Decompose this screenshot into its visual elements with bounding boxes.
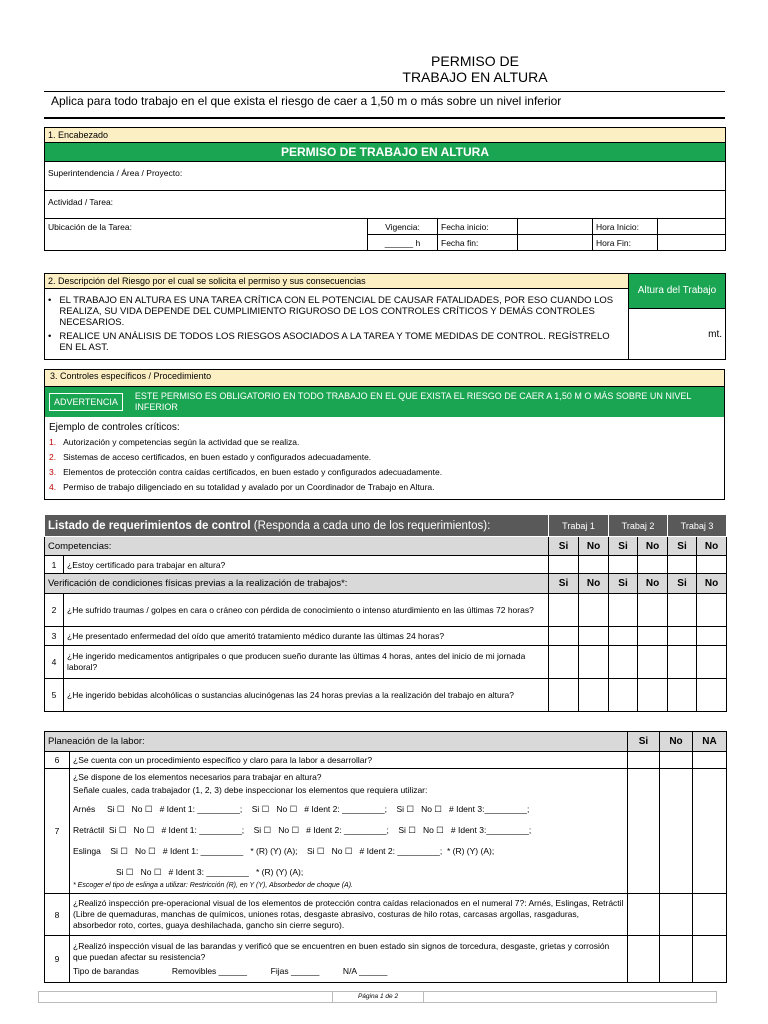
superintendencia-field[interactable] xyxy=(45,162,726,191)
q3-text: ¿He presentado enfermedad del oído que ameritó tratamiento médico durante las últimas 24 horas? xyxy=(64,627,549,646)
examples-title: Ejemplo de controles críticos: xyxy=(49,422,180,433)
q9-content xyxy=(70,936,628,983)
answer-cell[interactable] xyxy=(697,627,727,646)
q9-number: 9 xyxy=(45,936,70,983)
answer-cell[interactable] xyxy=(660,894,693,936)
no-header: No xyxy=(660,732,693,752)
q6-text: ¿Se cuenta con un procedimiento específico y claro para la labor a desarrollar? xyxy=(70,752,628,769)
no-header: No xyxy=(638,574,668,594)
section-2-header: 2. Descripción del Riesgo por el cual se solicita el permiso y sus consecuencias xyxy=(45,274,629,289)
planeacion-header: Planeación de la labor: xyxy=(45,732,628,752)
answer-cell[interactable] xyxy=(579,594,609,627)
answer-cell[interactable] xyxy=(660,769,693,894)
si-header: Si xyxy=(668,574,697,594)
actividad-label: Actividad / Tarea: xyxy=(48,197,114,207)
answer-cell[interactable] xyxy=(668,679,697,712)
q9-baranda-types[interactable]: Tipo de barandas Removibles ______ Fijas ______ N/A ______ xyxy=(73,966,388,976)
top-rule xyxy=(44,91,725,92)
answer-cell[interactable] xyxy=(697,646,727,679)
answer-cell[interactable] xyxy=(668,627,697,646)
answer-cell[interactable] xyxy=(668,594,697,627)
advertencia-text: ESTE PERMISO ES OBLIGATORIO EN TODO TRABAJO EN EL QUE EXISTA EL RIESGO DE CAER A 1,50 M O MÁS SOBRE UN NIVEL INFERIOR xyxy=(134,391,692,412)
answer-cell[interactable] xyxy=(638,556,668,574)
section-2-table xyxy=(44,273,726,360)
answer-cell[interactable] xyxy=(609,594,638,627)
answer-cell[interactable] xyxy=(628,752,660,769)
section-1-header: 1. Encabezado xyxy=(45,128,726,143)
page-number: Página 1 de 2 xyxy=(332,992,424,1002)
answer-cell[interactable] xyxy=(668,646,697,679)
fecha-fin-field[interactable] xyxy=(518,235,593,251)
example-4: 4. Permiso de trabajo diligenciado en su totalidad y avalado por un Coordinador de Trabajo en Altura. xyxy=(49,482,435,492)
hora-fin-field[interactable] xyxy=(658,235,726,251)
si-header: Si xyxy=(609,574,638,594)
competencias-header: Competencias: xyxy=(45,537,549,556)
na-header: NA xyxy=(693,732,727,752)
answer-cell[interactable] xyxy=(697,556,727,574)
q3-number: 3 xyxy=(45,627,64,646)
thick-rule xyxy=(44,117,725,119)
answer-cell[interactable] xyxy=(579,646,609,679)
control-list-title: Listado de requerimientos de control (Responda a cada uno de los requerimientos): xyxy=(45,515,549,537)
q5-text: ¿He ingerido bebidas alcohólicas o sustancias alucinógenas las 24 horas previas a la realización del trabajo en altura? xyxy=(64,679,549,712)
title-line-2: TRABAJO EN ALTURA xyxy=(402,69,548,85)
risk-bullet-2: • REALICE UN ANÁLISIS DE TODOS LOS RIESGOS ASOCIADOS A LA TAREA Y TOME MEDIDAS DE CONTROL. REGÍSTRELO EN EL AST. xyxy=(48,331,610,353)
arnes-row[interactable]: Arnés Si ☐ No ☐ # Ident 1: _________; Si ☐ No ☐ # Ident 2: _________; Si ☐ No ☐ # Ident 3:_________; xyxy=(73,804,530,814)
no-header: No xyxy=(638,537,668,556)
vigencia-label: Vigencia: xyxy=(368,219,438,235)
answer-cell[interactable] xyxy=(693,936,727,983)
example-1: 1. Autorización y competencias según la actividad que se realiza. xyxy=(49,437,300,447)
answer-cell[interactable] xyxy=(638,627,668,646)
superintendencia-label: Superintendencia / Área / Proyecto: xyxy=(48,168,183,178)
fecha-inicio-label: Fecha inicio: xyxy=(438,219,518,235)
q8-number: 8 xyxy=(45,894,70,936)
q8-text: ¿Realizó inspección pre-operacional visual de los elementos de protección contra caídas relacionados en el numeral 7?: Arnés, Eslingas, Retráctil (Libre de quemaduras, manchas de químicos, uniones rotas, desgaste abrasivo, costuras de hilo rotas, carcasas argollas, rasgaduras, absorbedor roto, cortes, guaya deshilachada, gancho sin cierre seguro). xyxy=(70,894,628,936)
answer-cell[interactable] xyxy=(549,679,579,712)
ubicacion-label: Ubicación de la Tarea: xyxy=(48,222,132,232)
q7-content xyxy=(70,769,628,894)
hora-fin-label: Hora Fin: xyxy=(593,235,658,251)
answer-cell[interactable] xyxy=(579,627,609,646)
answer-cell[interactable] xyxy=(549,556,579,574)
answer-cell[interactable] xyxy=(693,752,727,769)
answer-cell[interactable] xyxy=(697,594,727,627)
worker-2-header: Trabaj 2 xyxy=(609,515,668,537)
answer-cell[interactable] xyxy=(697,679,727,712)
actividad-field[interactable] xyxy=(45,191,726,219)
example-2: 2. Sistemas de acceso certificados, en buen estado y configurados adecuadamente. xyxy=(49,452,372,462)
q4-number: 4 xyxy=(45,646,64,679)
risk-description xyxy=(45,289,629,360)
q7-question: ¿Se dispone de los elementos necesarios para trabajar en altura? xyxy=(73,772,322,782)
answer-cell[interactable] xyxy=(660,936,693,983)
answer-cell[interactable] xyxy=(549,594,579,627)
altura-unit: mt. xyxy=(708,328,722,340)
si-header: Si xyxy=(549,537,579,556)
answer-cell[interactable] xyxy=(579,679,609,712)
q4-text: ¿He ingerido medicamentos antigripales o que producen sueño durante las últimas 4 horas, antes del inicio de mi jornada laboral? xyxy=(64,646,549,679)
document-title xyxy=(330,53,620,85)
q7-instruction: Señale cuales, cada trabajador (1, 2, 3) debe inspeccionar los elementos que requiera utilizar: xyxy=(73,785,428,795)
si-header: Si xyxy=(668,537,697,556)
answer-cell[interactable] xyxy=(609,646,638,679)
advertencia-label: ADVERTENCIA xyxy=(49,393,123,411)
q2-number: 2 xyxy=(45,594,64,627)
answer-cell[interactable] xyxy=(668,556,697,574)
worker-1-header: Trabaj 1 xyxy=(549,515,609,537)
no-header: No xyxy=(579,574,609,594)
applies-text: Aplica para todo trabajo en el que exista el riesgo de caer a 1,50 m o más sobre un nivel inferior xyxy=(51,94,562,108)
vigencia-hours-field[interactable]: ______ h xyxy=(368,235,438,251)
section-1-table xyxy=(44,127,726,251)
section-3 xyxy=(44,369,725,500)
si-header: Si xyxy=(628,732,660,752)
no-header: No xyxy=(697,574,727,594)
eslinga-note: * Escoger el tipo de eslinga a utilizar: Restricción (R), en Y (Y), Absorbedor de choque (A). xyxy=(73,882,354,889)
si-header: Si xyxy=(609,537,638,556)
retractil-row[interactable]: Retráctil Si ☐ No ☐ # Ident 1: _________; Si ☐ No ☐ # Ident 2: _________; Si ☐ No ☐ # Ident 3:_________; xyxy=(73,825,532,835)
worker-3-header: Trabaj 3 xyxy=(668,515,727,537)
answer-cell[interactable] xyxy=(549,646,579,679)
section-3-header: 3. Controles específicos / Procedimiento xyxy=(45,370,724,387)
answer-cell[interactable] xyxy=(628,769,660,894)
q1-text: ¿Estoy certificado para trabajar en altura? xyxy=(64,556,549,574)
q6-number: 6 xyxy=(45,752,70,769)
altura-field[interactable] xyxy=(629,309,726,360)
ubicacion-field[interactable] xyxy=(45,219,368,251)
q1-number: 1 xyxy=(45,556,64,574)
advertencia-bar xyxy=(45,387,724,418)
example-3: 3. Elementos de protección contra caídas certificados, en buen estado y configurados adecuadamente. xyxy=(49,467,443,477)
answer-cell[interactable] xyxy=(579,556,609,574)
fecha-inicio-field[interactable] xyxy=(518,219,593,235)
fecha-fin-label: Fecha fin: xyxy=(438,235,518,251)
answer-cell[interactable] xyxy=(628,936,660,983)
answer-cell[interactable] xyxy=(628,894,660,936)
answer-cell[interactable] xyxy=(693,769,727,894)
answer-cell[interactable] xyxy=(638,646,668,679)
answer-cell[interactable] xyxy=(638,679,668,712)
answer-cell[interactable] xyxy=(549,627,579,646)
control-list-table xyxy=(44,514,727,712)
answer-cell[interactable] xyxy=(660,752,693,769)
title-line-1: PERMISO DE xyxy=(431,53,519,69)
risk-bullet-1: • EL TRABAJO EN ALTURA ES UNA TAREA CRÍTICA CON EL POTENCIAL DE CAUSAR FATALIDADES, POR ESO CUANDO LOS REALIZA, SU VIDA DEPENDE DEL CUMPLIMIENTO RIGUROSO DE LOS CONTROLES CRÍTICOS Y DEMÁS CONTROLES NECESARIOS. xyxy=(48,295,614,328)
page-footer xyxy=(38,991,717,1003)
eslinga-row[interactable]: Eslinga Si ☐ No ☐ # Ident 1: _________ * (R) (Y) (A); Si ☐ No ☐ # Ident 2: _________; * (R) (Y) (A); xyxy=(73,846,495,856)
q9-text: ¿Realizó inspección visual de las barandas y verificó que se encuentren en buen estado sin signos de torcedura, desgaste, grietas y corrosión que puedan afectar su resistencia? xyxy=(73,941,610,962)
hora-inicio-field[interactable] xyxy=(658,219,726,235)
answer-cell[interactable] xyxy=(693,894,727,936)
verificacion-header: Verificación de condiciones físicas previas a la realización de trabajos*: xyxy=(45,574,549,594)
permit-banner: PERMISO DE TRABAJO EN ALTURA xyxy=(45,143,726,162)
answer-cell[interactable] xyxy=(609,627,638,646)
eslinga-row-2[interactable]: Si ☐ No ☐ # Ident 3: _________ * (R) (Y) (A); xyxy=(116,867,304,877)
hora-inicio-label: Hora Inicio: xyxy=(593,219,658,235)
planeacion-table xyxy=(44,731,727,983)
answer-cell[interactable] xyxy=(609,679,638,712)
answer-cell[interactable] xyxy=(638,594,668,627)
no-header: No xyxy=(579,537,609,556)
q5-number: 5 xyxy=(45,679,64,712)
no-header: No xyxy=(697,537,727,556)
answer-cell[interactable] xyxy=(609,556,638,574)
q7-number: 7 xyxy=(45,769,70,894)
si-header: Si xyxy=(549,574,579,594)
q2-text: ¿He sufrido traumas / golpes en cara o cráneo con pérdida de conocimiento o intenso aturdimiento en las últimas 72 horas? xyxy=(64,594,549,627)
altura-label: Altura del Trabajo xyxy=(629,274,726,309)
